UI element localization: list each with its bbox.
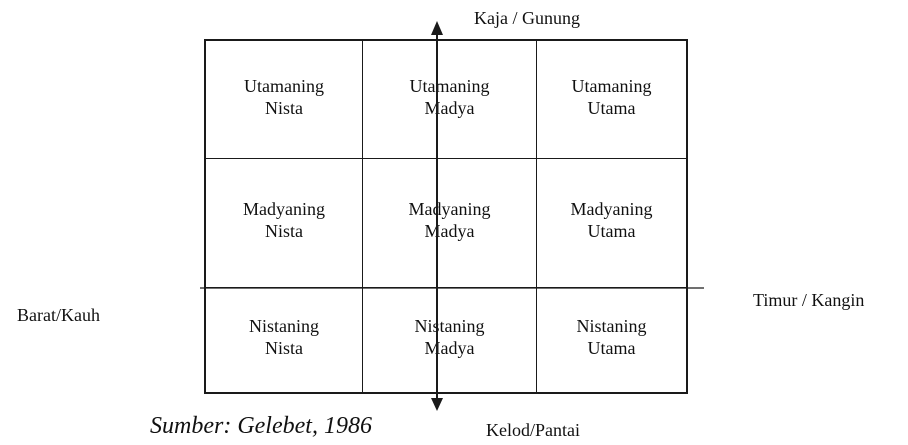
cell-line-2: Utama xyxy=(587,97,636,118)
cell-line-2: Madya xyxy=(424,338,475,358)
cell-line-1: Madyaning xyxy=(570,199,653,219)
grid-cell-madyaning-nista xyxy=(206,159,363,288)
cell-line-1: Utamaning xyxy=(571,75,652,96)
cell-line-2: Utama xyxy=(587,221,636,241)
cell-line-1: Utamaning xyxy=(244,75,324,96)
grid-cell-utamaning-madya xyxy=(363,41,537,159)
north-direction-label: Kaja / Gunung xyxy=(474,8,580,28)
cell-line-1: Utamaning xyxy=(409,75,490,96)
east-direction-label: Timur / Kangin xyxy=(753,290,865,310)
arrow-down-icon xyxy=(431,398,443,411)
grid-cell-nistaning-nista xyxy=(206,288,363,392)
grid-cell-nistaning-madya xyxy=(363,288,537,392)
cell-line-2: Nista xyxy=(265,338,303,358)
grid-cell-madyaning-utama xyxy=(537,159,686,288)
cell-line-1: Nistaning xyxy=(576,316,647,336)
south-direction-label: Kelod/Pantai xyxy=(486,420,580,440)
cell-line-1: Madyaning xyxy=(243,199,325,219)
cell-line-1: Madyaning xyxy=(408,199,491,219)
west-direction-label: Barat/Kauh xyxy=(17,305,100,325)
grid-cell-madyaning-madya xyxy=(363,159,537,288)
cell-line-2: Utama xyxy=(587,338,636,358)
cell-line-1: Nistaning xyxy=(414,316,485,336)
source-caption: Sumber: Gelebet, 1986 xyxy=(150,413,372,439)
cell-line-2: Nista xyxy=(264,97,303,118)
sanga-mandala-grid xyxy=(204,39,688,394)
cell-line-2: Madya xyxy=(424,97,475,118)
cell-line-2: Nista xyxy=(264,221,303,241)
grid-cell-utamaning-nista xyxy=(206,41,363,159)
arrow-up-icon xyxy=(431,21,443,35)
cell-line-1: Nistaning xyxy=(249,316,319,336)
cell-line-2: Madya xyxy=(424,221,475,241)
grid-cell-utamaning-utama xyxy=(537,41,686,159)
grid-cell-nistaning-utama xyxy=(537,288,686,392)
